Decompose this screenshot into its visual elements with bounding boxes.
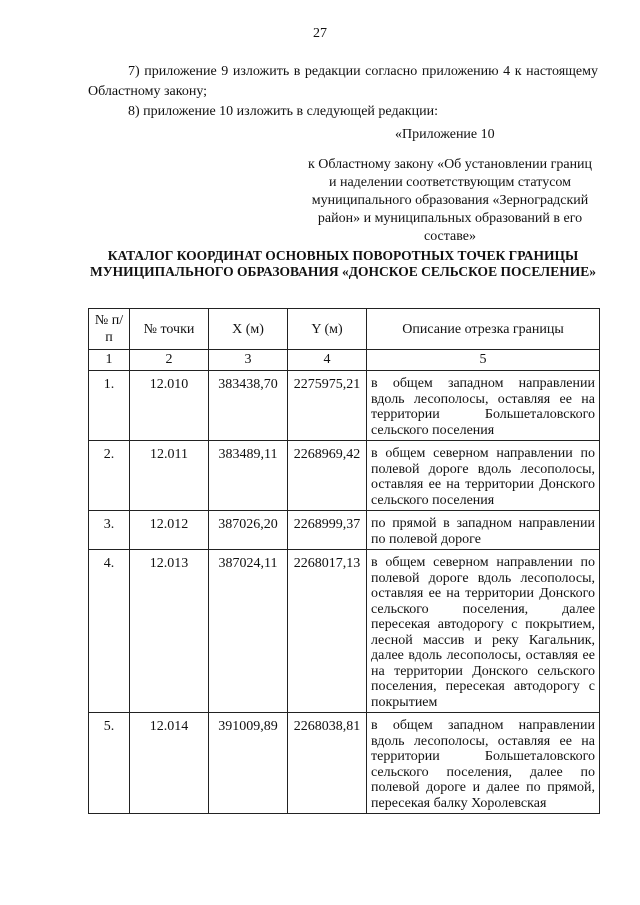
paragraph-item-8: 8) приложение 10 изложить в следующей редакции: (128, 104, 438, 119)
y-coordinate: 2268038,81 (288, 713, 367, 814)
table-row (89, 441, 600, 511)
index-cell: 3 (209, 350, 288, 371)
x-coordinate: 383489,11 (209, 441, 288, 511)
point-number: 12.010 (130, 371, 209, 441)
x-coordinate: 387026,20 (209, 511, 288, 550)
segment-description: по прямой в западном направлении по полевой дороге (367, 511, 600, 550)
y-coordinate: 2268017,13 (288, 550, 367, 713)
y-coordinate: 2268969,42 (288, 441, 367, 511)
coordinates-table (88, 308, 600, 814)
table-row (89, 511, 600, 550)
appendix-header (305, 126, 595, 246)
table-header-row (89, 309, 600, 350)
index-cell: 2 (130, 350, 209, 371)
header-point-number: № точки (130, 309, 209, 350)
table-row (89, 371, 600, 441)
table-row (89, 550, 600, 713)
row-number: 4. (89, 550, 130, 713)
appendix-text: к Областному закону «Об установлении границ и наделении соответствующим статусом муниципального образования «Зерноградский район» и муниципальных образований в его составе» (307, 157, 593, 244)
catalog-title: КАТАЛОГ КООРДИНАТ ОСНОВНЫХ ПОВОРОТНЫХ ТОЧЕК ГРАНИЦЫ МУНИЦИПАЛЬНОГО ОБРАЗОВАНИЯ «ДОНСКОЕ СЕЛЬСКОЕ ПОСЕЛЕНИЕ» (89, 248, 597, 279)
x-coordinate: 387024,11 (209, 550, 288, 713)
segment-description: в общем западном направлении вдоль лесополосы, оставляя ее на территории Большеталовского сельского поселения, далее по полевой дороге и далее по прямой, пересекая балку Хоролевская (367, 713, 600, 814)
header-y: Y (м) (288, 309, 367, 350)
table-index-row (89, 350, 600, 371)
header-x: X (м) (209, 309, 288, 350)
page-number: 27 (313, 26, 327, 41)
row-number: 2. (89, 441, 130, 511)
segment-description: в общем северном направлении по полевой дороге вдоль лесополосы, оставляя ее на территории Донского сельского поселения, далее пересекая автодорогу с покрытием, лесной массив и реку Кагальник, далее вдоль лесополосы, оставляя ее на территории Донского сельского поселения, пересекая автодорогу с покрытием (367, 550, 600, 713)
row-number: 5. (89, 713, 130, 814)
x-coordinate: 391009,89 (209, 713, 288, 814)
paragraph-item-7: 7) приложение 9 изложить в редакции согласно приложению 4 к настоящему Областному закону; (88, 64, 598, 99)
segment-description: в общем северном направлении по полевой дороге вдоль лесополосы, оставляя ее на территории Донского сельского поселения (367, 441, 600, 511)
x-coordinate: 383438,70 (209, 371, 288, 441)
row-number: 1. (89, 371, 130, 441)
index-cell: 4 (288, 350, 367, 371)
index-cell: 5 (367, 350, 600, 371)
point-number: 12.014 (130, 713, 209, 814)
segment-description: в общем западном направлении вдоль лесополосы, оставляя ее на территории Большеталовского сельского поселения (367, 371, 600, 441)
point-number: 12.011 (130, 441, 209, 511)
header-row-number: № п/п (89, 309, 130, 350)
point-number: 12.012 (130, 511, 209, 550)
y-coordinate: 2268999,37 (288, 511, 367, 550)
row-number: 3. (89, 511, 130, 550)
y-coordinate: 2275975,21 (288, 371, 367, 441)
header-description: Описание отрезка границы (367, 309, 600, 350)
point-number: 12.013 (130, 550, 209, 713)
table-row (89, 713, 600, 814)
index-cell: 1 (89, 350, 130, 371)
appendix-title: «Приложение 10 (395, 127, 495, 142)
